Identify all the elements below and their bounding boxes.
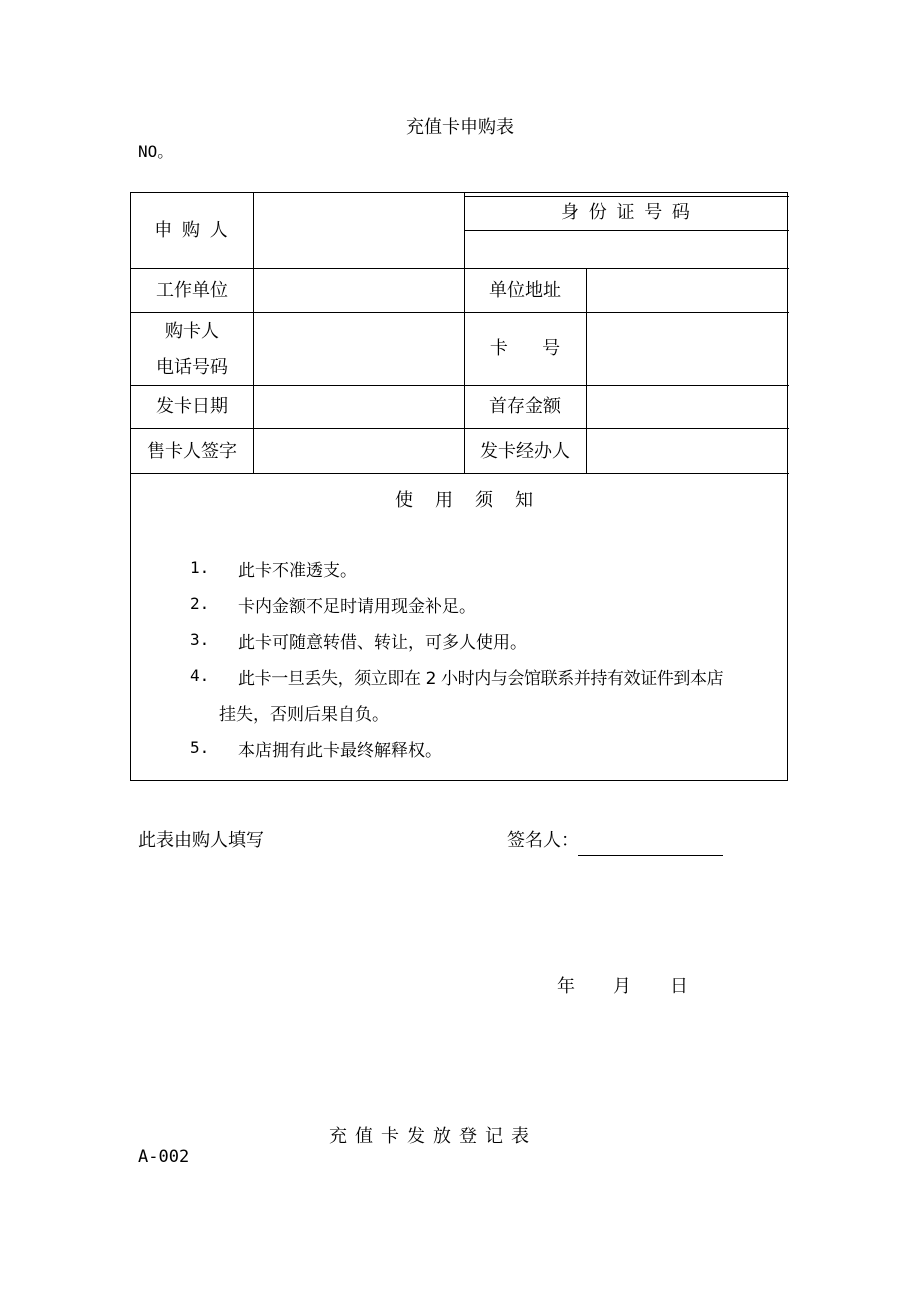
date-year-label: 年 xyxy=(557,976,575,997)
form-code: A-002 xyxy=(138,1147,190,1167)
notice-item-number: 4. xyxy=(190,666,210,685)
notice-item: 此卡不准透支。 xyxy=(238,561,357,581)
issue-date-field[interactable] xyxy=(254,386,464,428)
seller-signature-label: 售卡人签字 xyxy=(147,441,237,462)
notice-item-number: 5. xyxy=(190,738,210,757)
work-unit-label: 工作单位 xyxy=(156,280,228,301)
unit-address-field[interactable] xyxy=(587,269,789,312)
unit-address-label: 单位地址 xyxy=(489,280,561,301)
signer-signature-line[interactable] xyxy=(578,855,723,856)
issue-date-label: 发卡日期 xyxy=(156,396,228,417)
id-number-top-line xyxy=(464,196,789,197)
applicant-field[interactable] xyxy=(254,193,464,268)
notice-item-continuation: 挂失，否则后果自负。 xyxy=(219,705,389,725)
card-number-field[interactable] xyxy=(587,313,789,385)
form-number-label: NO。 xyxy=(138,142,174,161)
date-day-label: 日 xyxy=(670,976,688,997)
id-number-label: 身 份 证 号 码 xyxy=(561,202,692,223)
notice-item-number: 2. xyxy=(190,594,210,613)
notice-title: 使用须知 xyxy=(395,490,555,511)
card-number-label: 卡 号 xyxy=(489,338,561,359)
initial-deposit-label: 首存金额 xyxy=(489,396,561,417)
buyer-phone-field[interactable] xyxy=(254,313,464,385)
notice-item: 本店拥有此卡最终解释权。 xyxy=(238,741,442,761)
application-form-table xyxy=(130,192,788,781)
buyer-label-line2: 电话号码 xyxy=(156,357,228,378)
notice-item-number: 3. xyxy=(190,630,210,649)
applicant-label: 申 购 人 xyxy=(154,220,230,241)
form-title: 充值卡申购表 xyxy=(406,117,514,138)
notice-item: 此卡可随意转借、转让，可多人使用。 xyxy=(238,633,527,653)
id-number-field[interactable] xyxy=(465,231,789,268)
notice-item-number: 1. xyxy=(190,558,210,577)
seller-signature-field[interactable] xyxy=(254,429,464,473)
issuer-handler-field[interactable] xyxy=(587,429,789,473)
issuer-handler-label: 发卡经办人 xyxy=(480,441,570,462)
buyer-label-line1: 购卡人 xyxy=(165,321,219,342)
fill-instruction: 此表由购人填写 xyxy=(138,830,264,851)
date-month-label: 月 xyxy=(613,976,631,997)
initial-deposit-field[interactable] xyxy=(587,386,789,428)
notice-item: 此卡一旦丢失，须立即在 2 小时内与会馆联系并持有效证件到本店 xyxy=(238,669,724,689)
notice-item: 卡内金额不足时请用现金补足。 xyxy=(238,597,476,617)
row-divider xyxy=(131,473,789,474)
signer-label: 签名人： xyxy=(507,830,579,851)
second-form-title: 充值卡发放登记表 xyxy=(329,1126,537,1147)
work-unit-field[interactable] xyxy=(254,269,464,312)
